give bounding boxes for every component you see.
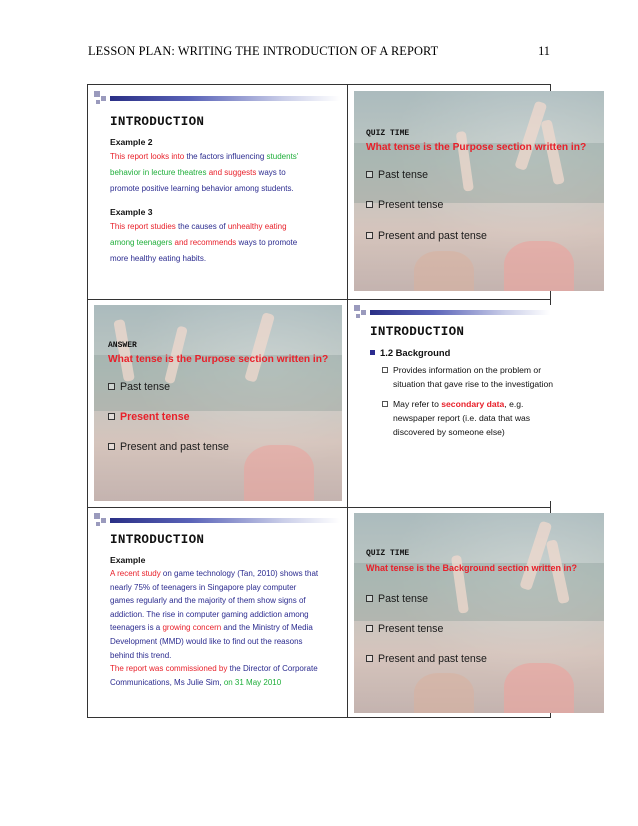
background-item-2: May refer to secondary data, e.g. newspaper report (i.e. data that was discovered by someone else) — [382, 397, 604, 439]
quiz-option-1: Past tense — [366, 169, 428, 181]
quiz-option-1: Past tense — [366, 593, 428, 605]
example-heading: Example 2 — [110, 137, 153, 147]
quiz-option-3: Present and past tense — [366, 653, 487, 665]
checkbox-icon — [366, 625, 373, 632]
grid-divider-vertical — [347, 85, 348, 717]
slide-title: INTRODUCTION — [370, 325, 465, 339]
document-title: LESSON PLAN: WRITING THE INTRODUCTION OF A REPORT — [88, 44, 439, 58]
quiz-option-3: Present and past tense — [366, 230, 487, 242]
checkbox-icon — [366, 595, 373, 602]
quiz-option-2: Present tense — [366, 199, 443, 211]
quiz-label: QUIZ TIME — [366, 129, 410, 138]
slide-answer-purpose — [94, 305, 342, 501]
slide-grid — [87, 84, 587, 718]
checkbox-icon — [382, 367, 388, 373]
checkbox-icon — [366, 201, 373, 208]
quiz-option-3: Present and past tense — [108, 441, 229, 453]
checkbox-icon — [366, 655, 373, 662]
slide-quiz-purpose — [354, 91, 604, 291]
slide-quiz-background — [354, 513, 604, 713]
checkbox-icon — [366, 232, 373, 239]
answer-label: ANSWER — [108, 341, 137, 350]
quiz-option-1: Past tense — [108, 381, 170, 393]
slide-title: INTRODUCTION — [110, 115, 205, 129]
slide-introduction-background — [354, 305, 604, 501]
grid-divider-row-2 — [88, 507, 550, 508]
bullet-background: 1.2 Background — [370, 347, 450, 358]
background-item-1: Provides information on the problem or situation that gave rise to the investigation — [382, 363, 604, 391]
example-paragraph: A recent study on game technology (Tan, 2010) shows that nearly 75% of teenagers in Singapore play computer games regularly and the majority of them show signs of addiction. The rise in computer gaming addiction among teenagers is a growing concern and the Ministry of Media Development (MMD) would like to find out the reasons behind this trend. The report was commissioned by the Director of Corporate Communications, Ms Julie Sim, on 31 May 2010 — [110, 569, 319, 687]
quiz-option-correct: Present tense — [108, 411, 189, 423]
slide-introduction-examples-2-3 — [94, 91, 342, 291]
quiz-question: What tense is the Purpose section written in? — [366, 142, 587, 153]
quiz-label: QUIZ TIME — [366, 549, 410, 558]
example-paragraph: This report studies the causes of unhealthy eating among teenagers and recommends ways to promote more healthy eating habits. — [110, 222, 298, 263]
example-heading: Example — [110, 555, 146, 565]
bullet-square-icon — [370, 350, 375, 355]
page-header — [88, 44, 550, 60]
checkbox-icon — [108, 443, 115, 450]
quiz-question: What tense is the Background section written in? — [366, 563, 578, 573]
page-number: 11 — [538, 44, 550, 58]
slide-title: INTRODUCTION — [110, 533, 205, 547]
grid-divider-row-1 — [88, 299, 550, 300]
checkbox-icon — [366, 171, 373, 178]
checkbox-icon — [108, 413, 115, 420]
quiz-question: What tense is the Purpose section written in? — [108, 354, 329, 365]
quiz-option-2: Present tense — [366, 623, 443, 635]
checkbox-icon — [382, 401, 388, 407]
checkbox-icon — [108, 383, 115, 390]
slide-introduction-example — [94, 513, 342, 713]
example-paragraph: This report looks into the factors influencing students' behavior in lecture theatres and suggests ways to promote positive learning behavior among students. — [110, 152, 299, 193]
example-heading: Example 3 — [110, 207, 153, 217]
